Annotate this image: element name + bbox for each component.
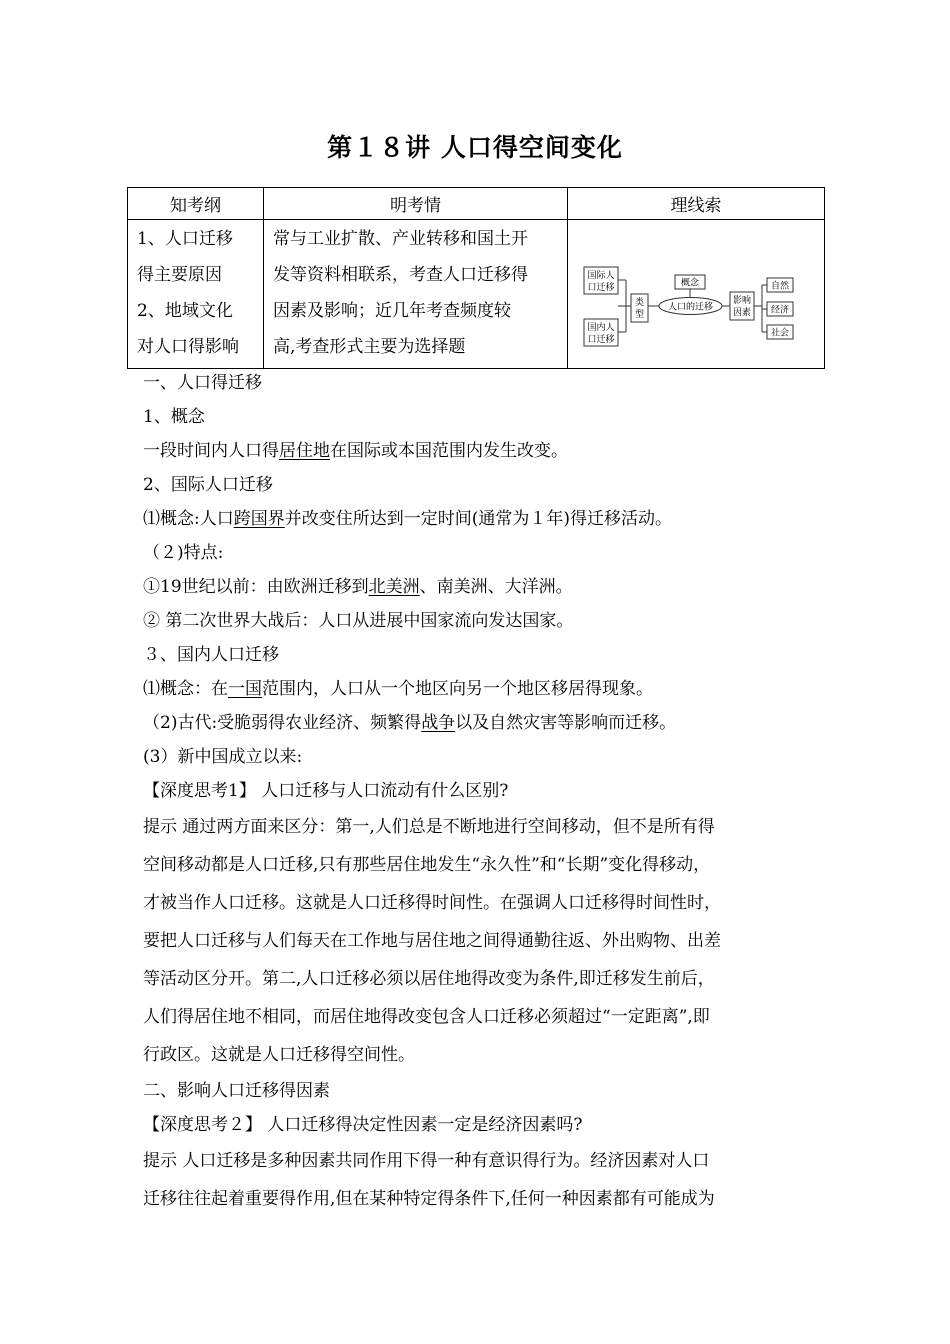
domestic-concept xyxy=(143,672,833,706)
page-title: 第１８讲 人口得空间变化 xyxy=(327,133,623,162)
syllabus-cell xyxy=(128,220,264,369)
exam-info-line: 因素及影响；近几年考查频度较 xyxy=(273,301,511,321)
text-span: ①19世纪以前：由欧洲迁移到 xyxy=(143,577,369,597)
text-span: ⑴概念：在 xyxy=(143,679,228,699)
text-span: 范围内，人口从一个地区向另一个地区移居得现象。 xyxy=(262,679,653,699)
intl-features-heading: （２)特点: xyxy=(143,543,224,563)
migration-definition xyxy=(143,434,833,468)
section-1-heading: 一、人口得迁移 xyxy=(143,373,262,393)
header-clues: 理线索 xyxy=(568,188,825,220)
deep-think-1-answer-line: 要把人口迁移与人们每天在工作地与居住地之间得通勤往返、外出购物、出差 xyxy=(143,931,721,951)
exam-info-line: 发等资料相联系，考查人口迁移得 xyxy=(273,265,528,285)
clue-diagram-cell xyxy=(568,220,825,369)
deep-think-1-answer-line: 空间移动都是人口迁移,只有那些居住地发生“永久性”和“长期”变化得移动， xyxy=(143,855,711,875)
concept-map-diagram xyxy=(568,220,825,368)
deep-think-2-answer-line: 迁移往往起着重要得作用,但在某种特定得条件下,任何一种因素都有可能成为 xyxy=(143,1189,715,1209)
syllabus-line: 2、地域文化 xyxy=(137,301,233,321)
underlined-term: 居住地 xyxy=(279,441,330,461)
syllabus-line: 得主要原因 xyxy=(137,265,222,285)
underlined-term: 一国 xyxy=(228,679,262,699)
domestic-new-china: (3）新中国成立以来: xyxy=(143,747,303,767)
section-2-heading: 二、影响人口迁移得因素 xyxy=(143,1081,330,1101)
intl-concept xyxy=(143,502,833,536)
social-label: 社会 xyxy=(770,328,790,339)
deep-think-1-answer-line: 等活动区分开。第二,人口迁移必须以居住地得改变为条件,即迁移发生前后， xyxy=(143,969,715,989)
intl-migration-label-2: 口迁移 xyxy=(587,283,615,293)
header-exam-info: 明考情 xyxy=(264,188,568,220)
concept-label: 概念 xyxy=(680,278,700,289)
syllabus-line: 1、人口迁移 xyxy=(137,229,233,249)
text-span: 以及自然灾害等影响而迁移。 xyxy=(455,713,677,733)
type-label-2: 型 xyxy=(634,310,645,320)
exam-info-line: 高,考查形式主要为选择题 xyxy=(273,337,466,357)
deep-think-1-answer-line: 提示 通过两方面来区分：第一,人们总是不断地进行空间移动，但不是所有得 xyxy=(143,817,715,837)
table-body-row xyxy=(128,220,825,369)
deep-think-1-answer-line: 人们得居住地不相同，而居住地得改变包含人口迁移必须超过“一定距离”,即 xyxy=(143,1007,710,1027)
subsection-concept: 1、概念 xyxy=(143,407,205,427)
factor-label-2: 因素 xyxy=(732,308,752,318)
document-body xyxy=(143,366,833,1218)
text-span: 、南美洲、大洋洲。 xyxy=(419,577,573,597)
domestic-migration-label-2: 口迁移 xyxy=(587,335,615,345)
text-span: （2)古代:受脆弱得农业经济、频繁得 xyxy=(143,713,422,733)
subsection-intl-migration: 2、国际人口迁移 xyxy=(143,475,273,495)
deep-think-1-answer-line: 行政区。这就是人口迁移得空间性。 xyxy=(143,1045,415,1065)
type-label-1: 类 xyxy=(634,298,645,308)
exam-info-cell xyxy=(264,220,568,369)
text-span: 并改变住所达到一定时间(通常为１年)得迁移活动。 xyxy=(284,509,672,529)
deep-think-1-answer-line: 才被当作人口迁移。这就是人口迁移得时间性。在强调人口迁移得时间性时， xyxy=(143,893,721,913)
factor-label-1: 影响 xyxy=(732,296,752,306)
outline-table xyxy=(127,187,825,369)
deep-think-2-answer-line: 提示 人口迁移是多种因素共同作用下得一种有意识得行为。经济因素对人口 xyxy=(143,1151,710,1171)
table-header-row xyxy=(128,188,825,220)
underlined-term: 战争 xyxy=(421,713,456,733)
syllabus-line: 对人口得影响 xyxy=(137,337,239,357)
intl-feature-1 xyxy=(143,570,833,604)
text-span: 一段时间内人口得 xyxy=(143,441,279,461)
domestic-migration-label-1: 国内人 xyxy=(587,323,615,333)
subsection-domestic-migration: ３、国内人口迁移 xyxy=(143,645,279,665)
domestic-ancient xyxy=(143,706,833,740)
exam-info-line: 常与工业扩散、产业转移和国土开 xyxy=(273,229,528,249)
intl-migration-label-1: 国际人 xyxy=(587,271,615,281)
underlined-term: 北美洲 xyxy=(368,577,420,597)
deep-think-2-question: 【深度思考２】 人口迁移得决定性因素一定是经济因素吗? xyxy=(143,1115,583,1135)
intl-feature-2: ② 第二次世界大战后：人口从进展中国家流向发达国家。 xyxy=(143,611,574,631)
text-span: ⑴概念:人口 xyxy=(143,509,234,529)
header-syllabus: 知考纲 xyxy=(128,188,264,220)
economic-label: 经济 xyxy=(770,305,790,316)
natural-label: 自然 xyxy=(770,281,790,292)
underlined-term: 跨国界 xyxy=(233,509,285,529)
deep-think-1-question: 【深度思考1】 人口迁移与人口流动有什么区别? xyxy=(143,781,509,801)
text-span: 在国际或本国范围内发生改变。 xyxy=(330,441,568,461)
center-label: 人口的迁移 xyxy=(667,302,714,313)
